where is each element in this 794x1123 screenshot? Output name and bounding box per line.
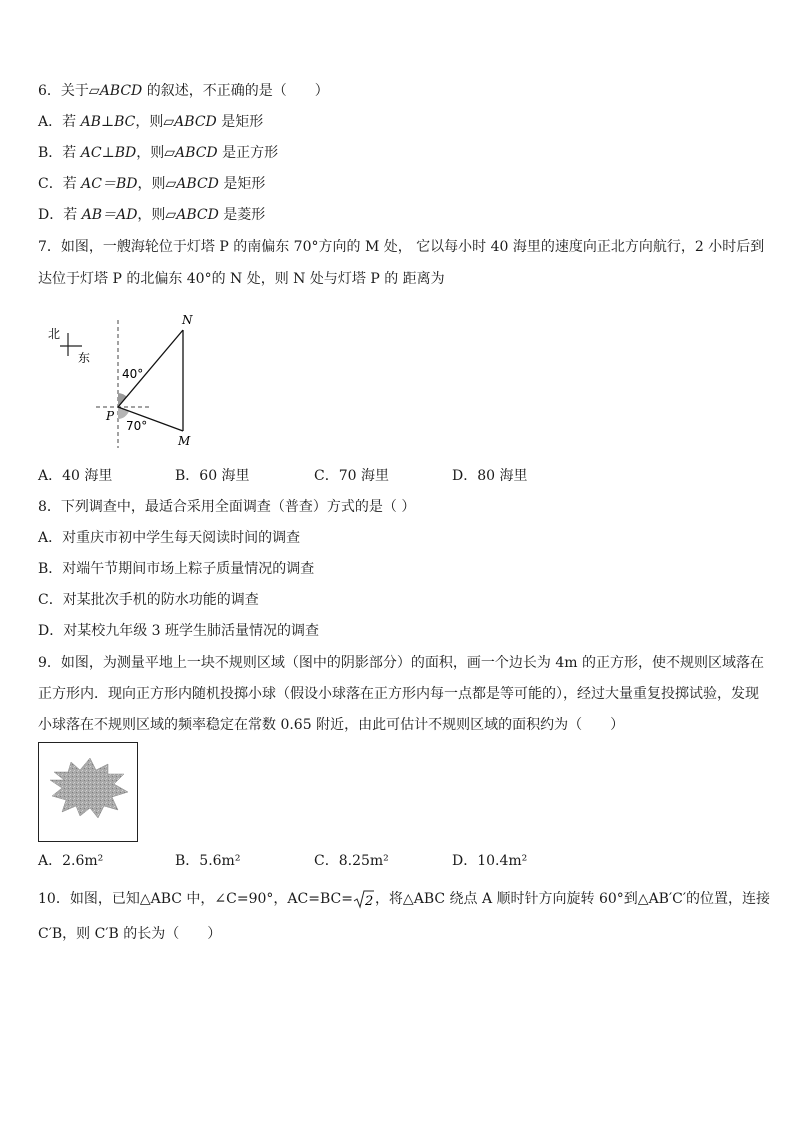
q6-stem-pre: 6．关于▱ xyxy=(38,83,100,99)
q6-stem xyxy=(38,82,329,100)
q6-a-post: 是矩形 xyxy=(216,114,264,130)
q6-b-pre: B．若 xyxy=(38,145,81,161)
q9-stem-line3: 小球落在不规则区域的频率稳定在常数 0.65 附近，由此可估计不规则区域的面积约为（ ） xyxy=(38,717,625,733)
q7-figure xyxy=(38,308,218,456)
q9-option-d: D．10.4m² xyxy=(452,853,528,869)
q8-stem: 8．下列调查中，最适合采用全面调查（普查）方式的是（ ） xyxy=(38,499,416,515)
q6-b-cond: AC⊥BD xyxy=(80,145,137,161)
q9-option-b: B．5.6m² xyxy=(175,853,241,869)
q6-a-pre: A．若 xyxy=(38,114,81,130)
q7-option-b: B．60 海里 xyxy=(175,468,250,484)
q6-d-var: ABCD xyxy=(176,207,219,223)
sqrt-symbol xyxy=(353,889,375,909)
q6-d-post: 是菱形 xyxy=(218,207,266,223)
q7-stem-line2: 达位于灯塔 P 的北偏东 40°的 N 处，则 N 处与灯塔 P 的 距离为 xyxy=(38,271,445,287)
q6-option-b xyxy=(38,144,278,162)
q6-a-var: ABCD xyxy=(174,114,217,130)
angle-70-label: 70° xyxy=(126,419,148,433)
sqrt-radicand: 2 xyxy=(364,894,374,909)
q6-a-cond: AB⊥BC xyxy=(80,114,136,130)
q6-c-post: 是矩形 xyxy=(218,176,266,192)
q6-c-cond: AC＝BD xyxy=(81,176,138,192)
q9-option-a: A．2.6m² xyxy=(38,853,104,869)
point-P-label: P xyxy=(106,409,115,423)
q6-c-mid: ，则▱ xyxy=(137,176,177,192)
q9-stem-line1: 9．如图，为测量平地上一块不规则区域（图中的阴影部分）的面积，画一个边长为 4m 的正方形，使不规则区域落在 xyxy=(38,655,764,671)
q6-b-var: ABCD xyxy=(175,145,218,161)
q9-stem-line2: 正方形内．现向正方形内随机投掷小球（假设小球落在正方形内每一点都是等可能的），经过大量重复投掷试验，发现 xyxy=(38,686,759,702)
q7-stem-line1: 7．如图，一艘海轮位于灯塔 P 的南偏东 70°方向的 M 处， 它以每小时 40 海里的速度向正北方向航行，2 小时后到 xyxy=(38,239,765,255)
q7-option-d: D．80 海里 xyxy=(452,468,528,484)
q6-option-d xyxy=(38,206,265,224)
point-N-label: N xyxy=(182,313,193,327)
q8-option-b: B．对端午节期间市场上粽子质量情况的调查 xyxy=(38,561,315,577)
point-M-label: M xyxy=(178,434,191,448)
q6-d-pre: D．若 xyxy=(38,207,82,223)
q10-line1-post: ，将△ABC 绕点 A 顺时针方向旋转 60°到△AB′C′的位置，连接 xyxy=(374,891,771,907)
q6-stem-post: 的叙述，不正确的是（ ） xyxy=(142,83,329,99)
compass-north-label: 北 xyxy=(48,327,61,341)
q6-option-c xyxy=(38,175,265,193)
q6-b-post: 是正方形 xyxy=(217,145,279,161)
q6-b-mid: ，则▱ xyxy=(136,145,176,161)
angle-40-label: 40° xyxy=(122,367,144,381)
q10-line1-pre: 10．如图，已知△ABC 中，∠C=90°，AC=BC= xyxy=(38,891,353,907)
q6-c-pre: C．若 xyxy=(38,176,82,192)
q10-stem-line2: C′B，则 C′B 的长为（ ） xyxy=(38,926,222,942)
q6-d-mid: ，则▱ xyxy=(137,207,177,223)
q8-option-c: C．对某批次手机的防水功能的调查 xyxy=(38,592,259,608)
q6-c-var: ABCD xyxy=(176,176,219,192)
q6-option-a xyxy=(38,113,263,131)
q8-option-d: D．对某校九年级 3 班学生肺活量情况的调查 xyxy=(38,623,320,639)
q9-figure xyxy=(38,742,139,843)
q6-stem-var: ABCD xyxy=(99,83,143,99)
q10-stem-line1 xyxy=(38,889,770,909)
q8-option-a: A．对重庆市初中学生每天阅读时间的调查 xyxy=(38,530,301,546)
compass-east-label: 东 xyxy=(78,351,91,365)
q7-option-c: C．70 海里 xyxy=(314,468,389,484)
q6-a-mid: ，则▱ xyxy=(135,114,175,130)
q7-option-a: A．40 海里 xyxy=(38,468,113,484)
q6-d-cond: AB＝AD xyxy=(81,207,138,223)
q9-option-c: C．8.25m² xyxy=(314,853,389,869)
